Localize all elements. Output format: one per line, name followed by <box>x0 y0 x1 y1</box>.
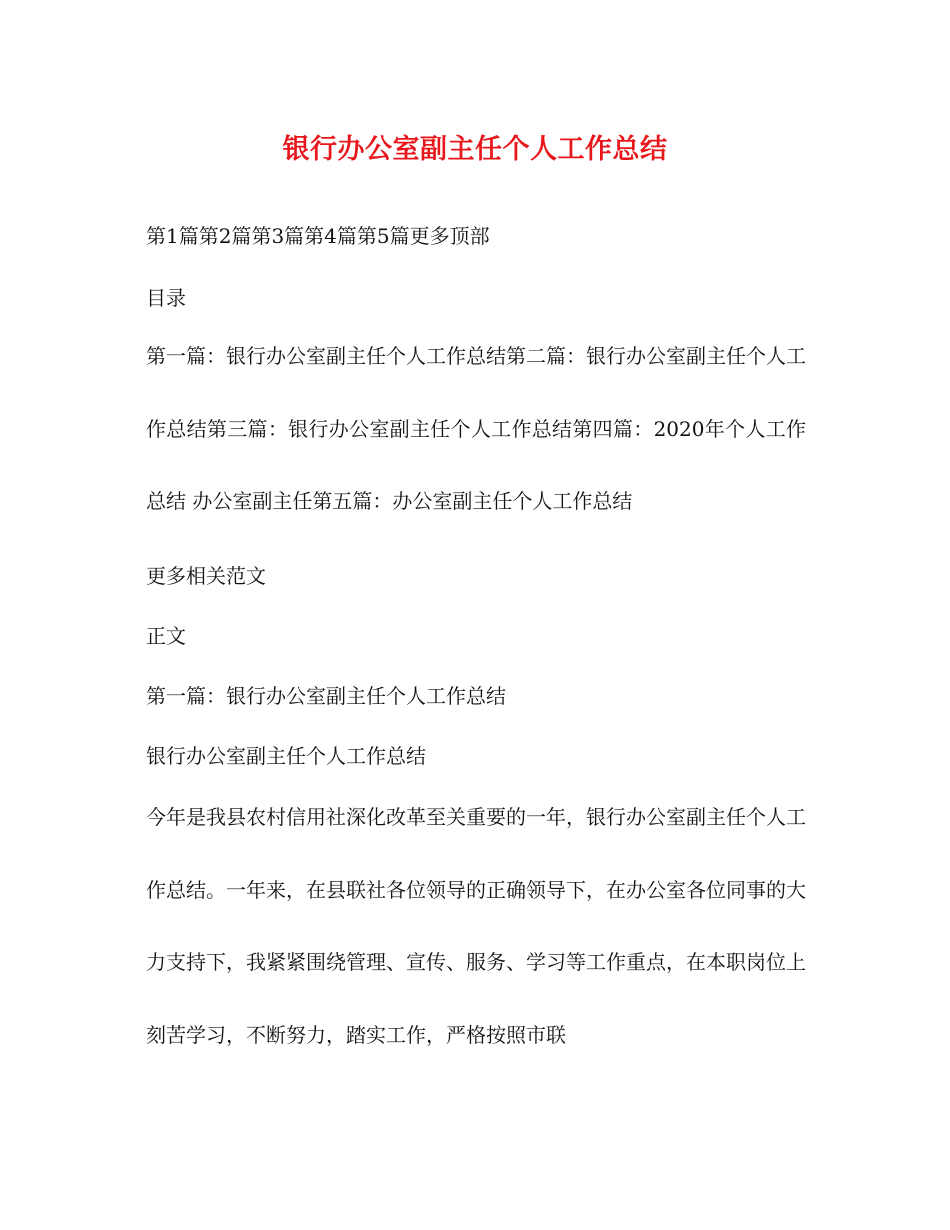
document-title: 银行办公室副主任个人工作总结 <box>282 134 668 165</box>
more-related-label: 更多相关范文 <box>146 564 266 588</box>
body-heading: 正文 <box>146 624 186 648</box>
toc-paragraph: 第一篇：银行办公室副主任个人工作总结第二篇：银行办公室副主任个人工作总结第三篇：银行办公室副主任个人工作总结第四篇：2020年个人工作总结 办公室副主任第五篇：办公室副主任个人工作总结 <box>146 344 806 513</box>
section-nav-line: 第1篇第2篇第3篇第4篇第5篇更多顶部 <box>146 224 490 248</box>
section-subtitle: 银行办公室副主任个人工作总结 <box>146 744 426 768</box>
toc-heading: 目录 <box>146 286 186 310</box>
body-paragraph: 今年是我县农村信用社深化改革至关重要的一年，银行办公室副主任个人工作总结。一年来，在县联社各位领导的正确领导下，在办公室各位同事的大力支持下，我紧紧围绕管理、宣传、服务、学习等工作重点，在本职岗位上刻苦学习，不断努力，踏实工作，严格按照市联 <box>146 805 806 1047</box>
section-heading: 第一篇：银行办公室副主任个人工作总结 <box>146 684 506 708</box>
